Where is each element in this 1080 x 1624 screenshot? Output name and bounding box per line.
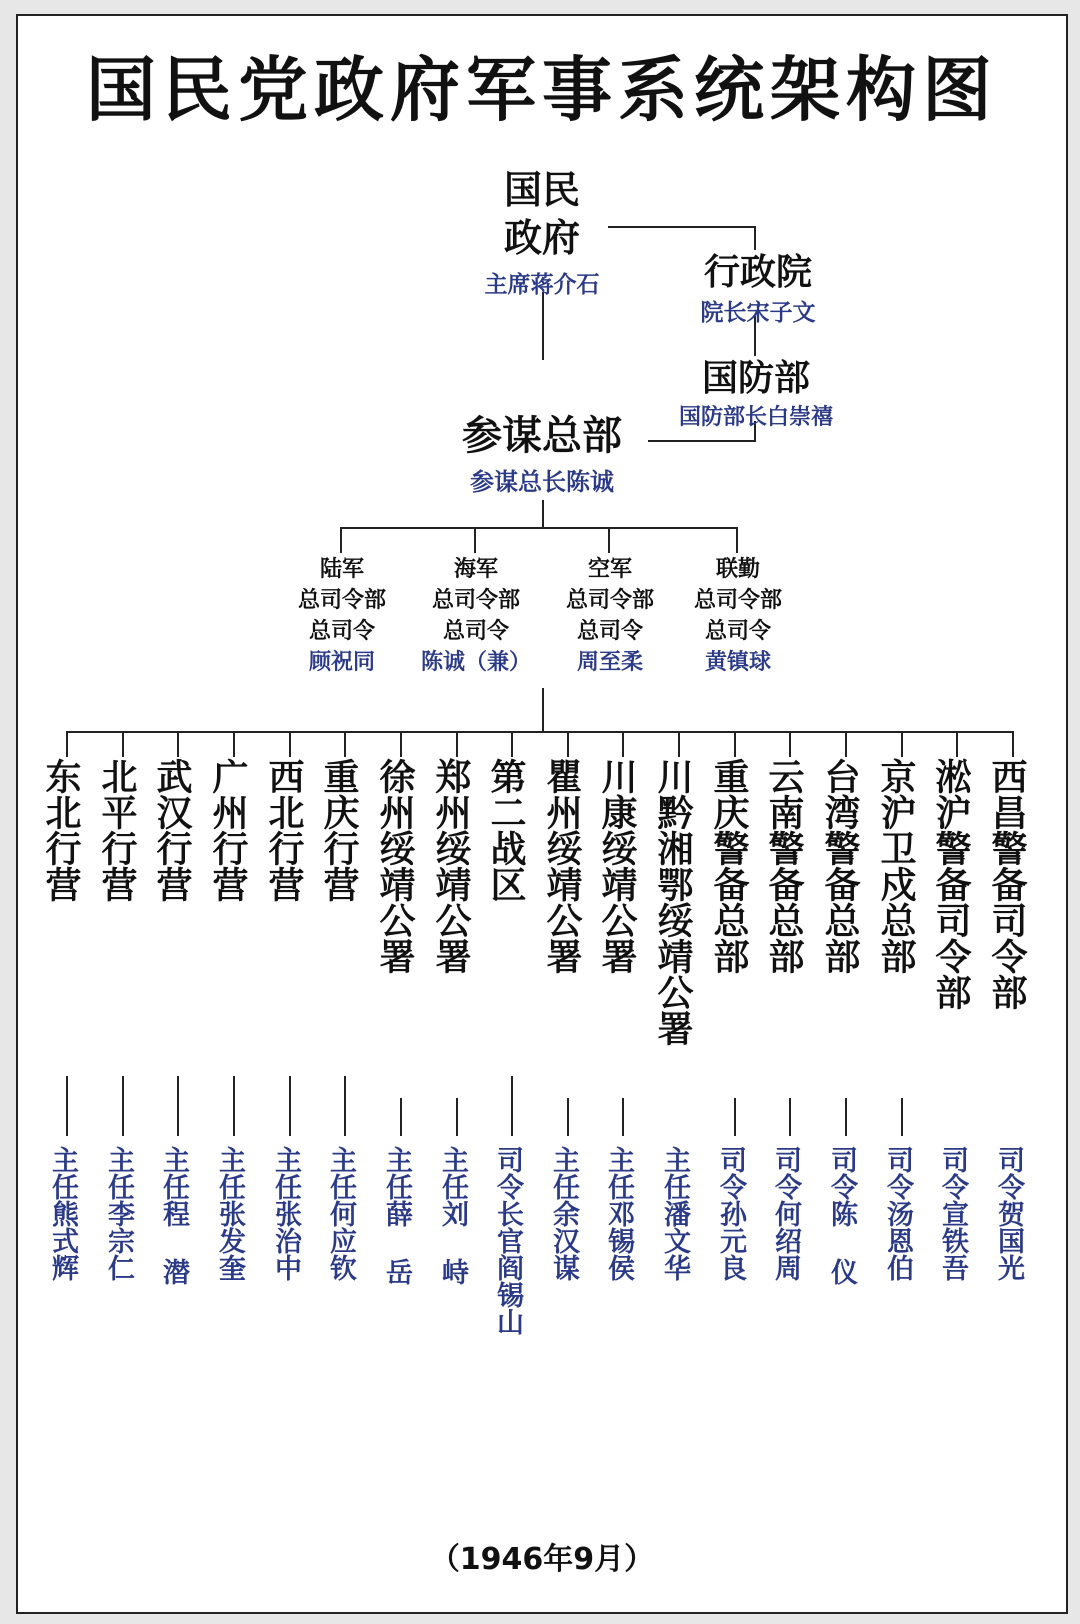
unit-drop-line xyxy=(233,731,235,757)
unit-name: 郑州绥靖公署 xyxy=(430,758,472,974)
unit-name: 徐州绥靖公署 xyxy=(374,758,416,974)
defense-ministry-name: 国防部 xyxy=(701,357,810,399)
unit-drop-line xyxy=(622,731,624,757)
branch-navy xyxy=(406,554,546,678)
unit-drop-line xyxy=(678,731,680,757)
unit-name: 广州行营 xyxy=(207,758,249,902)
branch-drop-1 xyxy=(340,527,342,553)
unit-drop-line xyxy=(901,731,903,757)
unit-head: 主任张发奎 xyxy=(214,1146,245,1281)
unit-head-connector xyxy=(622,1098,624,1136)
unit-name: 西昌警备司令部 xyxy=(986,758,1028,1010)
unit-head: 司令何绍周 xyxy=(770,1146,801,1281)
branches-to-units-line xyxy=(542,688,544,732)
unit-drop-line xyxy=(122,731,124,757)
chart-title: 国民党政府军事系统架构图 xyxy=(86,48,998,131)
unit-drop-line xyxy=(734,731,736,757)
units-bar xyxy=(66,731,1012,733)
unit-head-connector xyxy=(511,1076,513,1136)
branch-logistics xyxy=(668,554,808,678)
unit-head-connector xyxy=(789,1098,791,1136)
government-node xyxy=(442,166,642,299)
unit-head-connector xyxy=(845,1098,847,1136)
unit-head: 司令陈 仪 xyxy=(826,1146,857,1285)
unit-name: 瞿州绥靖公署 xyxy=(541,758,583,974)
unit-head-connector xyxy=(734,1098,736,1136)
branches-bar xyxy=(340,527,738,529)
gov-to-staff-line xyxy=(542,292,544,360)
defense-ministry-node xyxy=(636,356,876,431)
unit-name: 武汉行营 xyxy=(151,758,193,902)
unit-head: 主任熊式辉 xyxy=(47,1146,78,1281)
unit-drop-line xyxy=(344,731,346,757)
branch-army xyxy=(272,554,412,678)
unit-head: 主任邓锡侯 xyxy=(603,1146,634,1281)
unit-head: 主任余汉谋 xyxy=(548,1146,579,1281)
branch-air-force-title: 总司令 xyxy=(576,618,643,644)
unit-name: 云南警备总部 xyxy=(763,758,805,974)
branch-drop-3 xyxy=(608,527,610,553)
government-leader: 主席蒋介石 xyxy=(484,271,600,298)
unit-head: 主任张治中 xyxy=(270,1146,301,1281)
unit-head-connector xyxy=(233,1076,235,1136)
branch-air-force-leader: 周至柔 xyxy=(576,649,643,675)
branch-navy-leader: 陈诚（兼） xyxy=(420,649,531,675)
unit-drop-line xyxy=(789,731,791,757)
defense-to-staff-line xyxy=(648,440,756,442)
unit-head: 司令贺国光 xyxy=(993,1146,1024,1281)
branch-air-force xyxy=(540,554,680,678)
unit-head: 主任薛 岳 xyxy=(381,1146,412,1285)
unit-head-connector xyxy=(456,1098,458,1136)
unit-drop-line xyxy=(956,731,958,757)
branch-army-hq: 总司令部 xyxy=(297,587,386,613)
unit-drop-line xyxy=(400,731,402,757)
unit-name: 京沪卫戍总部 xyxy=(875,758,917,974)
unit-drop-line xyxy=(177,731,179,757)
branch-air-force-name: 空军 xyxy=(587,556,632,582)
unit-drop-line xyxy=(511,731,513,757)
unit-drop-line xyxy=(845,731,847,757)
unit-head-connector xyxy=(289,1076,291,1136)
executive-yuan-name: 行政院 xyxy=(703,251,812,293)
chart-date: （1946年9月） xyxy=(429,1542,655,1577)
branch-army-leader: 顾祝同 xyxy=(308,649,375,675)
unit-head-connector xyxy=(177,1076,179,1136)
unit-head-connector xyxy=(66,1076,68,1136)
unit-head-connector xyxy=(344,1076,346,1136)
branch-drop-4 xyxy=(736,527,738,553)
unit-name: 西北行营 xyxy=(263,758,305,902)
unit-head: 主任刘 峙 xyxy=(437,1146,468,1285)
general-staff-leader: 参谋总长陈诚 xyxy=(470,467,614,496)
unit-drop-line xyxy=(66,731,68,757)
unit-head: 司令长官阎锡山 xyxy=(492,1146,523,1335)
branch-air-force-hq: 总司令部 xyxy=(565,587,654,613)
staff-to-branches-line xyxy=(542,500,544,528)
unit-drop-line xyxy=(567,731,569,757)
branch-navy-hq: 总司令部 xyxy=(431,587,520,613)
unit-head-connector xyxy=(400,1098,402,1136)
unit-name: 东北行营 xyxy=(40,758,82,902)
general-staff-name: 参谋总部 xyxy=(462,412,622,459)
chart-sheet xyxy=(16,14,1068,1614)
executive-drop-line xyxy=(754,226,756,250)
unit-head: 司令宣铁吾 xyxy=(937,1146,968,1281)
branch-navy-title: 总司令 xyxy=(442,618,509,644)
branch-navy-name: 海军 xyxy=(453,556,498,582)
unit-drop-line xyxy=(289,731,291,757)
branch-army-title: 总司令 xyxy=(308,618,375,644)
branch-logistics-leader: 黄镇球 xyxy=(704,649,771,675)
branch-logistics-title: 总司令 xyxy=(704,618,771,644)
unit-drop-line xyxy=(456,731,458,757)
unit-name: 北平行营 xyxy=(96,758,138,902)
unit-name: 淞沪警备司令部 xyxy=(930,758,972,1010)
general-staff-node xyxy=(422,410,662,497)
unit-drop-line xyxy=(1012,731,1014,757)
unit-name: 第二战区 xyxy=(485,758,527,902)
unit-head-connector xyxy=(122,1076,124,1136)
branch-logistics-hq: 总司令部 xyxy=(693,587,782,613)
unit-name: 重庆警备总部 xyxy=(708,758,750,974)
branch-drop-2 xyxy=(474,527,476,553)
unit-name: 重庆行营 xyxy=(318,758,360,902)
defense-ministry-leader: 国防部长白崇禧 xyxy=(678,404,833,430)
executive-yuan-node xyxy=(658,250,858,327)
executive-yuan-leader: 院长宋子文 xyxy=(700,299,816,326)
unit-head: 主任何应钦 xyxy=(325,1146,356,1281)
unit-name: 川康绥靖公署 xyxy=(596,758,638,974)
branch-logistics-name: 联勤 xyxy=(715,556,760,582)
government-name-1: 国民 xyxy=(503,167,580,212)
unit-name: 台湾警备总部 xyxy=(819,758,861,974)
unit-head: 司令汤恩伯 xyxy=(882,1146,913,1281)
government-name-2: 政府 xyxy=(503,215,580,260)
unit-head: 主任程 潜 xyxy=(158,1146,189,1285)
unit-head: 主任潘文华 xyxy=(659,1146,690,1281)
unit-name: 川黔湘鄂绥靖公署 xyxy=(652,758,694,1046)
branch-army-name: 陆军 xyxy=(319,556,364,582)
unit-head: 主任李宗仁 xyxy=(103,1146,134,1281)
unit-head: 司令孙元良 xyxy=(715,1146,746,1281)
unit-head-connector xyxy=(567,1098,569,1136)
unit-head-connector xyxy=(901,1098,903,1136)
